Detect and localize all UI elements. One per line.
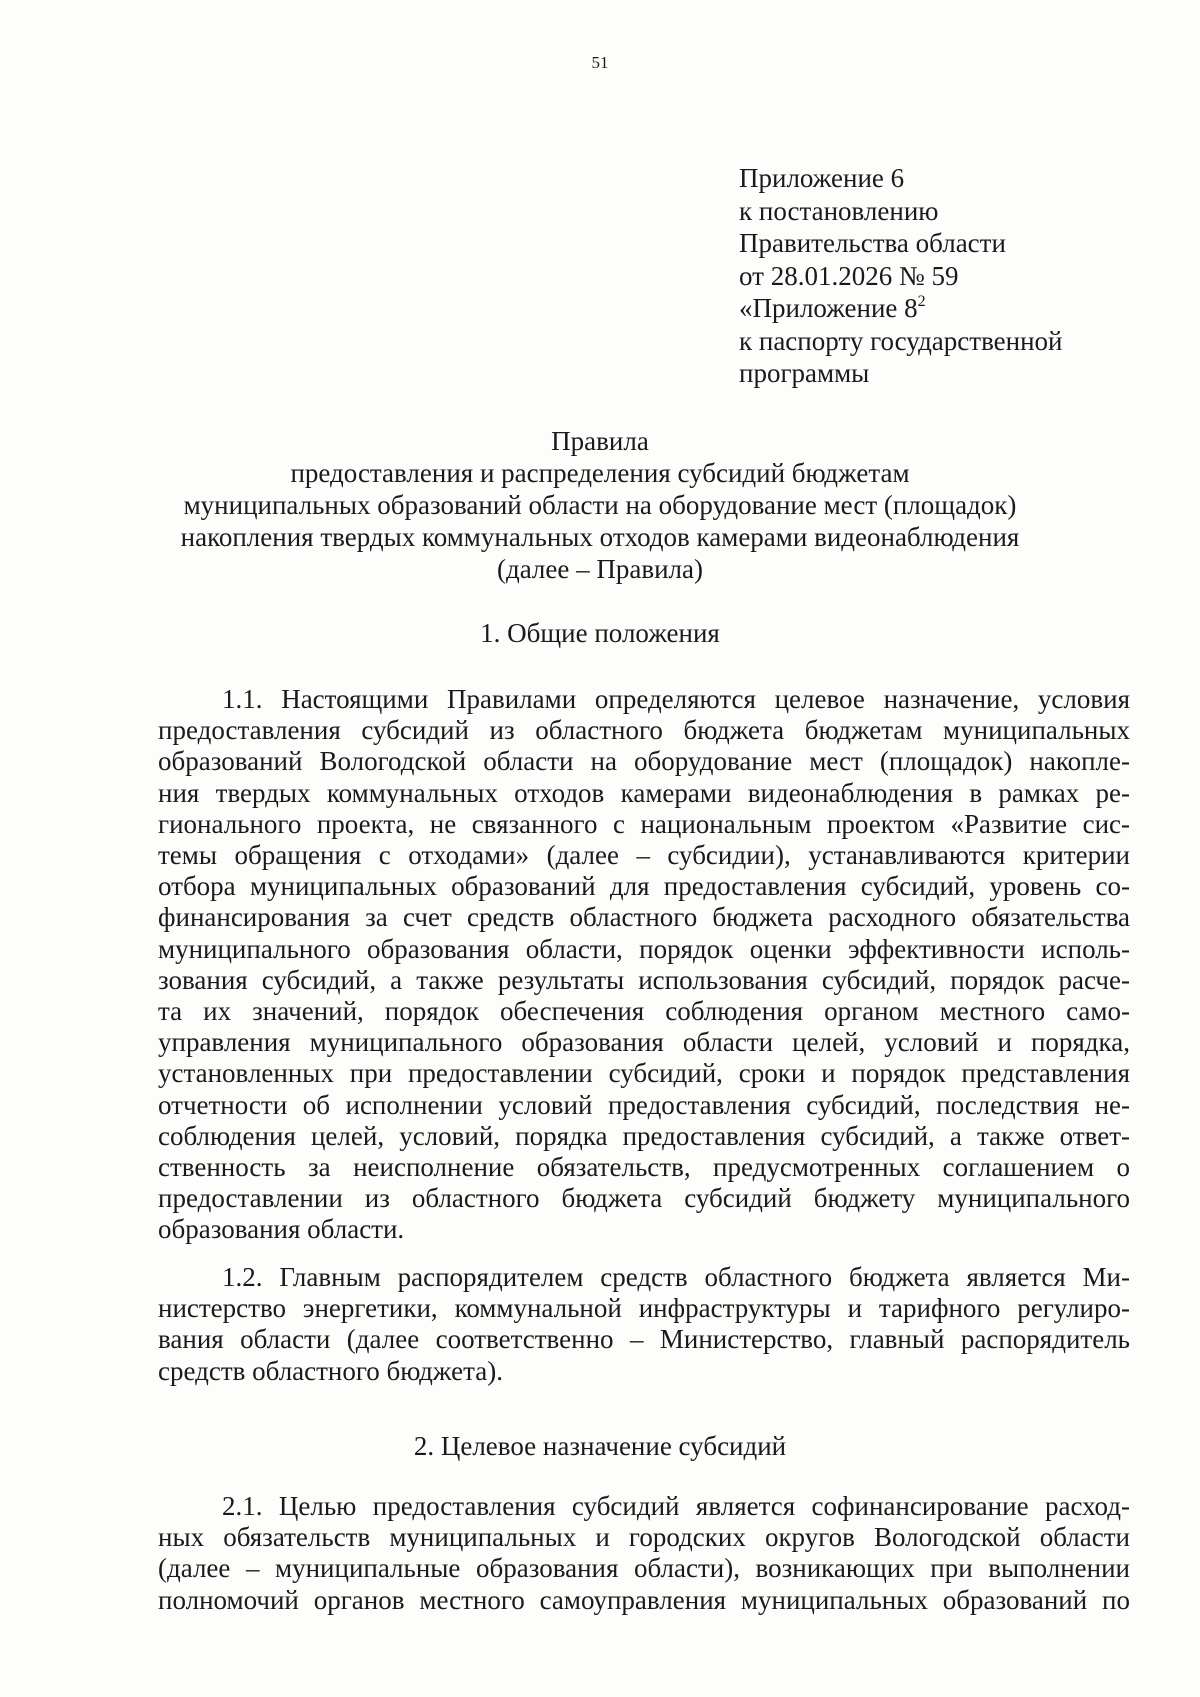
title-line: предоставления и распределения субсидий бюджетам — [290, 458, 910, 488]
paragraph-line: темы обращения с отходами» (далее – субсидии), устанавливаются критерии — [158, 840, 1130, 871]
paragraph-line: предоставления субсидий из областного бюджета бюджетам муниципальных — [158, 715, 1130, 746]
superscript: 2 — [917, 293, 926, 310]
paragraph-line: муниципального образования области, порядок оценки эффективности исполь- — [158, 933, 1130, 964]
annex-line: к паспорту государственной — [739, 325, 1063, 356]
annex-line: Правительства области — [739, 228, 1006, 258]
annex-line: «Приложение 8 — [739, 293, 918, 323]
document-title — [0, 425, 1200, 585]
paragraph-line: полномочий органов местного самоуправления муниципальных образований по — [158, 1584, 1130, 1615]
annex-block — [739, 162, 1063, 390]
annex-line: Приложение 6 — [739, 163, 905, 193]
paragraph-line: ния твердых коммунальных отходов камерами видеонаблюдения в рамках ре- — [158, 777, 1130, 808]
paragraph-line: финансирования за счет средств областного бюджета расходного обязательства — [158, 902, 1130, 933]
annex-line: от 28.01.2026 № 59 — [739, 260, 959, 291]
paragraph-line: 1.1. Настоящими Правилами определяются целевое назначение, условия — [222, 684, 1130, 714]
paragraph-line: нистерство энергетики, коммунальной инфраструктуры и тарифного регулиро- — [158, 1293, 1130, 1324]
paragraph-line: (далее – муниципальные образования области), возникающих при выполнении — [158, 1553, 1130, 1584]
paragraph-line: управления муниципального образования области целей, условий и порядка, — [158, 1027, 1130, 1058]
paragraph-2-1 — [158, 1491, 1130, 1616]
paragraph-line: ных обязательств муниципальных и городских округов Вологодской области — [158, 1522, 1130, 1553]
section-heading: 1. Общие положения — [480, 618, 720, 648]
paragraph-line: вания области (далее соответственно – Министерство, главный распорядитель — [158, 1324, 1130, 1355]
title-line: (далее – Правила) — [496, 554, 704, 584]
title-line: муниципальных образований области на оборудование мест (площадок) — [183, 490, 1017, 520]
paragraph-line: та их значений, порядок обеспечения соблюдения органом местного само- — [158, 996, 1130, 1027]
paragraph-1-1 — [158, 684, 1130, 1246]
title-line: Правила — [551, 426, 649, 456]
page-number: 51 — [591, 53, 609, 72]
paragraph-line: отчетности об исполнении условий предоставления субсидий, последствия не- — [158, 1089, 1130, 1120]
paragraph-line: установленных при предоставлении субсидий, сроки и порядок представления — [158, 1058, 1130, 1089]
paragraph-line: 2.1. Целью предоставления субсидий является софинансирование расход- — [222, 1491, 1130, 1521]
paragraph-line: предоставлении из областного бюджета субсидий бюджету муниципального — [158, 1183, 1130, 1214]
paragraph-line: ственность за неисполнение обязательств, предусмотренных соглашением о — [158, 1152, 1130, 1183]
title-line: накопления твердых коммунальных отходов камерами видеонаблюдения — [180, 522, 1020, 552]
paragraph-line: гионального проекта, не связанного с национальным проектом «Развитие сис- — [158, 808, 1130, 839]
paragraph-line: отбора муниципальных образований для предоставления субсидий, уровень со- — [158, 871, 1130, 902]
annex-line: программы — [739, 358, 870, 388]
paragraph-line: образований Вологодской области на оборудование мест (площадок) накопле- — [158, 746, 1130, 777]
annex-line: к постановлению — [739, 195, 939, 226]
paragraph-line: средств областного бюджета). — [158, 1355, 503, 1386]
section-heading: 2. Целевое назначение субсидий — [413, 1431, 787, 1461]
paragraph-line: соблюдения целей, условий, порядка предоставления субсидий, а также ответ- — [158, 1120, 1130, 1151]
paragraph-line: образования области. — [158, 1214, 405, 1245]
paragraph-line: зования субсидий, а также результаты использования субсидий, порядок расче- — [158, 964, 1130, 995]
paragraph-1-2 — [158, 1262, 1130, 1387]
paragraph-line: 1.2. Главным распорядителем средств областного бюджета является Ми- — [222, 1262, 1130, 1292]
annex-line-with-superscript — [739, 292, 1063, 325]
